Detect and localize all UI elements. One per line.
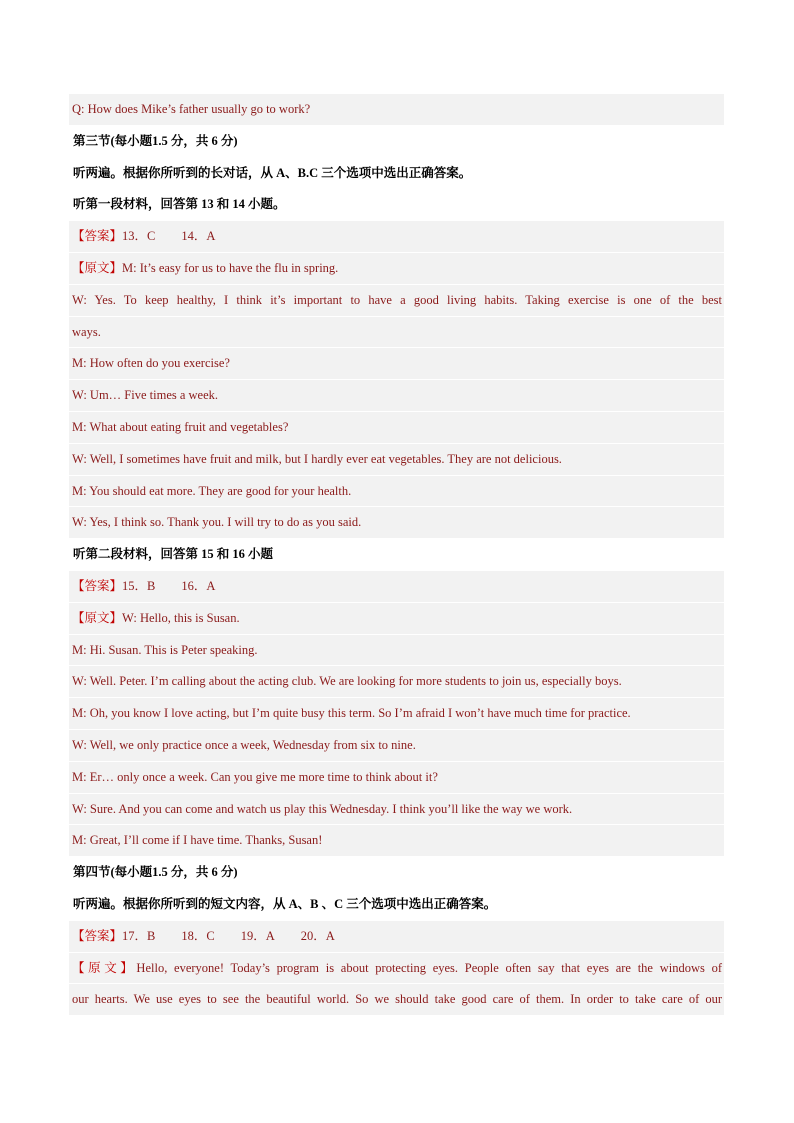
section-heading: 听第二段材料，回答第 15 和 16 小题 bbox=[69, 539, 724, 571]
transcript-line: Q: How does Mike’s father usually go to work? bbox=[69, 94, 724, 126]
transcript-line: M: Hi. Susan. This is Peter speaking. bbox=[69, 635, 724, 667]
section-heading: 听第一段材料，回答第 13 和 14 小题。 bbox=[69, 189, 724, 221]
transcript-line: M: How often do you exercise? bbox=[69, 348, 724, 380]
answer-item: 14．A bbox=[181, 229, 216, 244]
answer-tag: 【答案】 bbox=[72, 578, 123, 593]
section-heading: 听两遍。根据你所听到的长对话，从 A、B.C 三个选项中选出正确答案。 bbox=[69, 158, 724, 190]
answer-item: 15．B bbox=[122, 578, 156, 593]
transcript-text: M: It’s easy for us to have the flu in spring. bbox=[122, 260, 339, 275]
answer-item: 19．A bbox=[240, 928, 275, 943]
transcript-start-line bbox=[69, 953, 724, 985]
transcript-line: W: Yes. To keep healthy, I think it’s important to have a good living habits. Taking exercise is one of the best bbox=[69, 285, 724, 317]
answer-item: 13．C bbox=[122, 229, 156, 244]
transcript-line: W: Well. Peter. I’m calling about the acting club. We are looking for more students to join us, especially boys. bbox=[69, 666, 724, 698]
answer-tag: 【答案】 bbox=[72, 928, 123, 943]
answer-line bbox=[69, 921, 724, 953]
transcript-line: M: What about eating fruit and vegetables? bbox=[69, 412, 724, 444]
transcript-line: W: Well, we only practice once a week, Wednesday from six to nine. bbox=[69, 730, 724, 762]
transcript-line: W: Well, I sometimes have fruit and milk, but I hardly ever eat vegetables. They are not delicious. bbox=[69, 444, 724, 476]
transcript-tag: 【原文】 bbox=[72, 610, 123, 625]
answer-item: 16．A bbox=[181, 578, 216, 593]
transcript-tag: 【原文】 bbox=[72, 960, 137, 975]
transcript-text: Hello, everyone! Today’s program is about protecting eyes. People often say that eyes are the windows of bbox=[136, 960, 722, 975]
transcript-line: M: Great, I’ll come if I have time. Thanks, Susan! bbox=[69, 825, 724, 857]
document-page bbox=[69, 94, 724, 1016]
transcript-text: W: Hello, this is Susan. bbox=[122, 610, 240, 625]
answer-item: 17．B bbox=[122, 928, 156, 943]
section-heading: 第四节(每小题1.5 分，共 6 分) bbox=[69, 857, 724, 889]
transcript-line: M: You should eat more. They are good for your health. bbox=[69, 476, 724, 508]
answer-tag: 【答案】 bbox=[72, 229, 123, 244]
section-heading: 听两遍。根据你所听到的短文内容，从 A、B 、C 三个选项中选出正确答案。 bbox=[69, 889, 724, 921]
transcript-line: W: Sure. And you can come and watch us play this Wednesday. I think you’ll like the way we work. bbox=[69, 794, 724, 826]
transcript-tag: 【原文】 bbox=[72, 260, 123, 275]
transcript-line: M: Oh, you know I love acting, but I’m quite busy this term. So I’m afraid I won’t have much time for practice. bbox=[69, 698, 724, 730]
transcript-line: W: Yes, I think so. Thank you. I will try to do as you said. bbox=[69, 507, 724, 539]
answer-item: 20．A bbox=[300, 928, 335, 943]
transcript-start-line bbox=[69, 253, 724, 285]
transcript-line: our hearts. We use eyes to see the beautiful world. So we should take good care of them. In order to take care of our bbox=[69, 984, 724, 1016]
section-heading: 第三节(每小题1.5 分，共 6 分) bbox=[69, 126, 724, 158]
answer-line bbox=[69, 571, 724, 603]
transcript-line: W: Um… Five times a week. bbox=[69, 380, 724, 412]
answer-item: 18．C bbox=[181, 928, 215, 943]
answer-line bbox=[69, 221, 724, 253]
transcript-start-line bbox=[69, 603, 724, 635]
transcript-line: M: Er… only once a week. Can you give me more time to think about it? bbox=[69, 762, 724, 794]
transcript-line: ways. bbox=[69, 317, 724, 349]
